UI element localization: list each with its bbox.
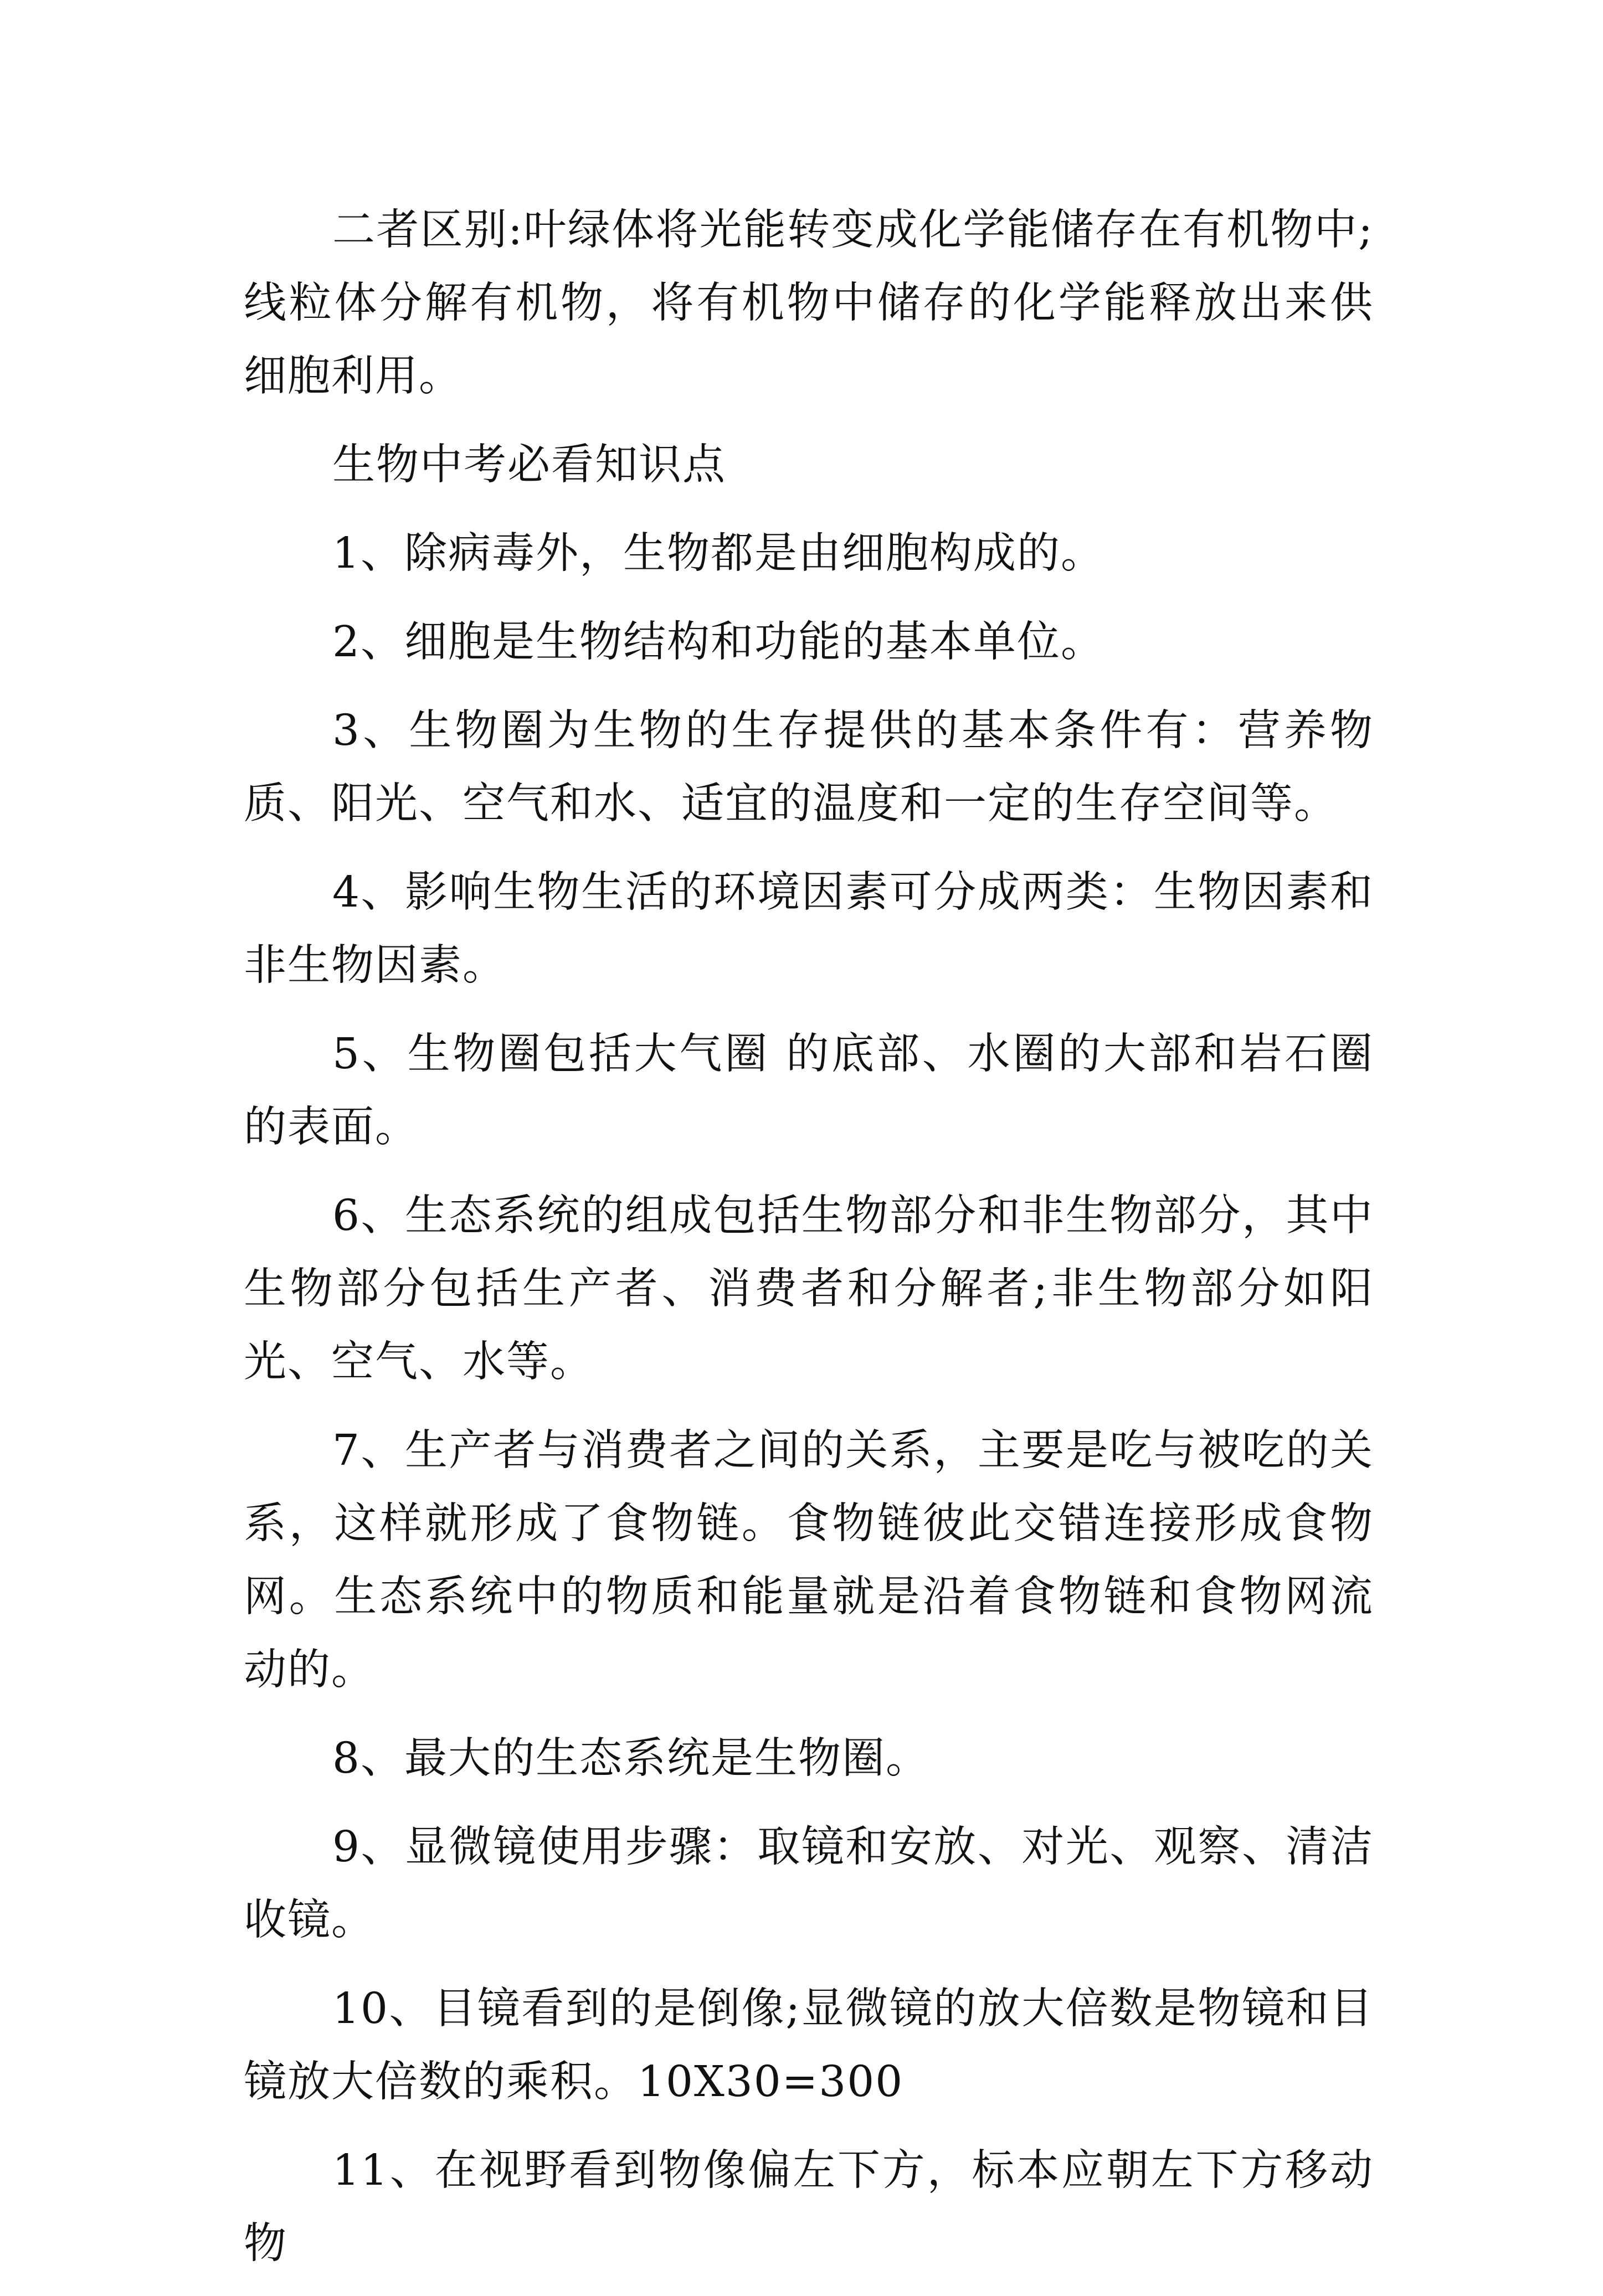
knowledge-point-5: 5、生物圈包括大气圈 的底部、水圈的大部和岩石圈的表面。 <box>244 1029 1374 1152</box>
paragraph-difference: 二者区别:叶绿体将光能转变成化学能储存在有机物中;线粒体分解有机物，将有机物中储存的化学能释放出来供细胞利用。 <box>244 205 1374 401</box>
section-heading: 生物中考必看知识点 <box>332 440 726 490</box>
knowledge-point-2: 2、细胞是生物结构和功能的基本单位。 <box>332 617 1104 667</box>
document-body <box>244 194 1374 2296</box>
knowledge-point-10: 10、目镜看到的是倒像;显微镜的放大倍数是物镜和目镜放大倍数的乘积。10X30=300 <box>244 1984 1374 2107</box>
knowledge-point-8: 8、最大的生态系统是生物圈。 <box>332 1734 929 1783</box>
knowledge-point-3: 3、生物圈为生物的生存提供的基本条件有：营养物质、阳光、空气和水、适宜的温度和一定的生存空间等。 <box>244 706 1374 828</box>
knowledge-point-1: 1、除病毒外，生物都是由细胞构成的。 <box>332 529 1104 578</box>
knowledge-point-7: 7、生产者与消费者之间的关系，主要是吃与被吃的关系，这样就形成了食物链。食物链彼此交错连接形成食物网。生态系统中的物质和能量就是沿着食物链和食物网流动的。 <box>244 1426 1374 1695</box>
knowledge-point-9: 9、显微镜使用步骤：取镜和安放、对光、观察、清洁收镜。 <box>244 1823 1374 1945</box>
knowledge-point-4: 4、影响生物生活的环境因素可分成两类：生物因素和非生物因素。 <box>244 868 1374 990</box>
knowledge-point-6: 6、生态系统的组成包括生物部分和非生物部分，其中生物部分包括生产者、消费者和分解者;非生物部分如阳光、空气、水等。 <box>244 1191 1374 1387</box>
knowledge-point-11: 11、在视野看到物像偏左下方，标本应朝左下方移动物 <box>244 2146 1374 2268</box>
